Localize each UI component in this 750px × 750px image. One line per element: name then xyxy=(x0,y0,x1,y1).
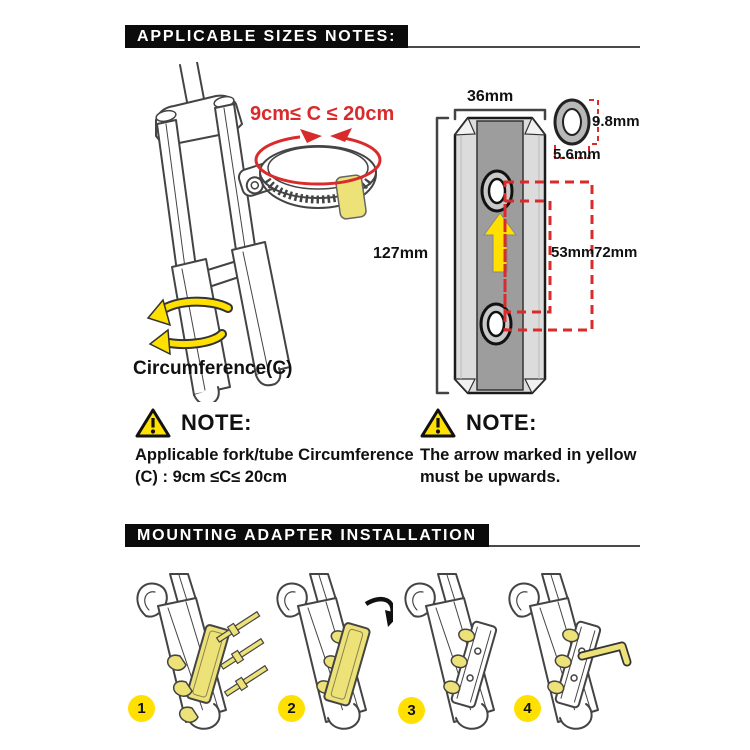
note-left-line2: (C) : 9cm ≤C≤ 20cm xyxy=(135,468,287,486)
adapter-width-label: 36mm xyxy=(467,88,514,105)
step-1-badge: 1 xyxy=(128,695,155,722)
adapter-height-label: 127mm xyxy=(373,245,429,262)
note-right-line1: The arrow marked in yellow xyxy=(420,446,637,464)
note-right-line2: must be upwards. xyxy=(420,468,561,486)
note-left-title: NOTE: xyxy=(181,410,252,435)
section-title-sizes: APPLICABLE SIZES NOTES: xyxy=(125,25,408,48)
warning-icon xyxy=(135,407,171,439)
clamp-range-label: 9cm≤ C ≤ 20cm xyxy=(250,103,395,125)
hole-spacing-inner-label: 53mm xyxy=(551,244,595,261)
hole-spacing-outer-label: 72mm xyxy=(594,244,638,261)
step-2-badge: 2 xyxy=(278,695,305,722)
hole-width-label: 5.6mm xyxy=(553,146,601,163)
step-3-badge: 3 xyxy=(398,697,425,724)
hose-clamp-illustration xyxy=(236,124,388,244)
note-right-header xyxy=(420,407,537,439)
top-slot-hole xyxy=(482,171,512,211)
warning-icon xyxy=(420,407,456,439)
note-right-title: NOTE: xyxy=(466,410,537,435)
note-left-line1: Applicable fork/tube Circumference xyxy=(135,446,414,464)
step-4-badge: 4 xyxy=(514,695,541,722)
height-dimension-bracket xyxy=(437,118,448,393)
circumference-label: Circumference(C) xyxy=(133,358,293,379)
section-title-installation: MOUNTING ADAPTER INSTALLATION xyxy=(125,524,489,547)
note-left-header xyxy=(135,407,252,439)
hole-height-label: 9.8mm xyxy=(592,113,640,130)
